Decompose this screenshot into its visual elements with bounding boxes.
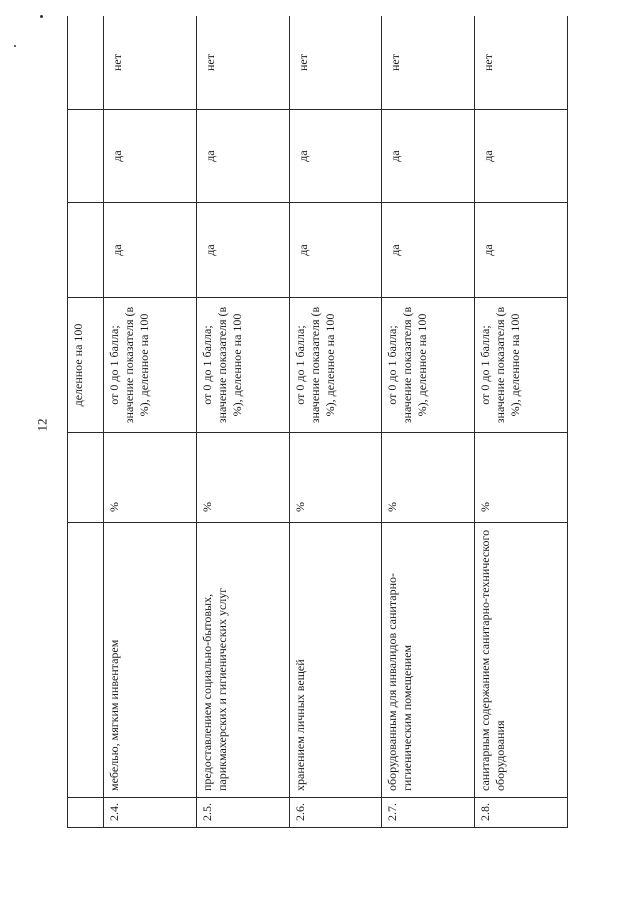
row-col-c: нет	[382, 16, 475, 110]
carryover-cell	[68, 203, 104, 298]
table-wrap	[67, 16, 568, 828]
row-col-b: да	[104, 110, 197, 203]
table-row	[382, 16, 475, 828]
carryover-cell	[68, 433, 104, 523]
row-unit: %	[382, 433, 475, 523]
row-name: санитарным содержанием санитарно-технического оборудования	[475, 523, 568, 798]
scan-artifact	[40, 15, 43, 18]
rotated-table-frame	[67, 16, 568, 828]
row-number: 2.6.	[289, 798, 382, 828]
table-row	[104, 16, 197, 828]
row-scale: от 0 до 1 балла; значение показателя (в %), деленное на 100	[382, 298, 475, 433]
row-name: хранением личных вещей	[289, 523, 382, 798]
table-row	[196, 16, 289, 828]
row-col-b: да	[475, 110, 568, 203]
page-number: 12	[34, 418, 50, 432]
row-col-c: нет	[289, 16, 382, 110]
row-col-b: да	[382, 110, 475, 203]
row-col-c: нет	[475, 16, 568, 110]
carryover-scale: деленное на 100	[68, 298, 104, 433]
row-col-a: да	[196, 203, 289, 298]
row-col-a: да	[289, 203, 382, 298]
criteria-table	[67, 16, 568, 828]
row-col-a: да	[104, 203, 197, 298]
row-name: предоставлением социально-бытовых, парикмахерских и гигиенических услуг	[196, 523, 289, 798]
carryover-cell	[68, 110, 104, 203]
table-row	[289, 16, 382, 828]
carryover-cell	[68, 523, 104, 798]
row-col-c: нет	[104, 16, 197, 110]
row-col-a: да	[475, 203, 568, 298]
row-scale: от 0 до 1 балла; значение показателя (в %), деленное на 100	[104, 298, 197, 433]
row-col-c: нет	[196, 16, 289, 110]
row-scale: от 0 до 1 балла; значение показателя (в %), деленное на 100	[289, 298, 382, 433]
row-scale: от 0 до 1 балла; значение показателя (в %), деленное на 100	[475, 298, 568, 433]
row-unit: %	[196, 433, 289, 523]
carryover-cell	[68, 798, 104, 828]
carryover-row	[68, 16, 104, 828]
row-scale: от 0 до 1 балла; значение показателя (в %), деленное на 100	[196, 298, 289, 433]
row-col-b: да	[289, 110, 382, 203]
table-row	[475, 16, 568, 828]
row-unit: %	[104, 433, 197, 523]
carryover-cell	[68, 16, 104, 110]
row-name: мебелью, мягким инвентарем	[104, 523, 197, 798]
row-number: 2.5.	[196, 798, 289, 828]
row-unit: %	[289, 433, 382, 523]
scan-artifact	[14, 45, 16, 47]
row-number: 2.4.	[104, 798, 197, 828]
row-col-a: да	[382, 203, 475, 298]
row-name: оборудованным для инвалидов санитарно-гигиеническим помещением	[382, 523, 475, 798]
row-number: 2.7.	[382, 798, 475, 828]
row-unit: %	[475, 433, 568, 523]
row-number: 2.8.	[475, 798, 568, 828]
row-col-b: да	[196, 110, 289, 203]
